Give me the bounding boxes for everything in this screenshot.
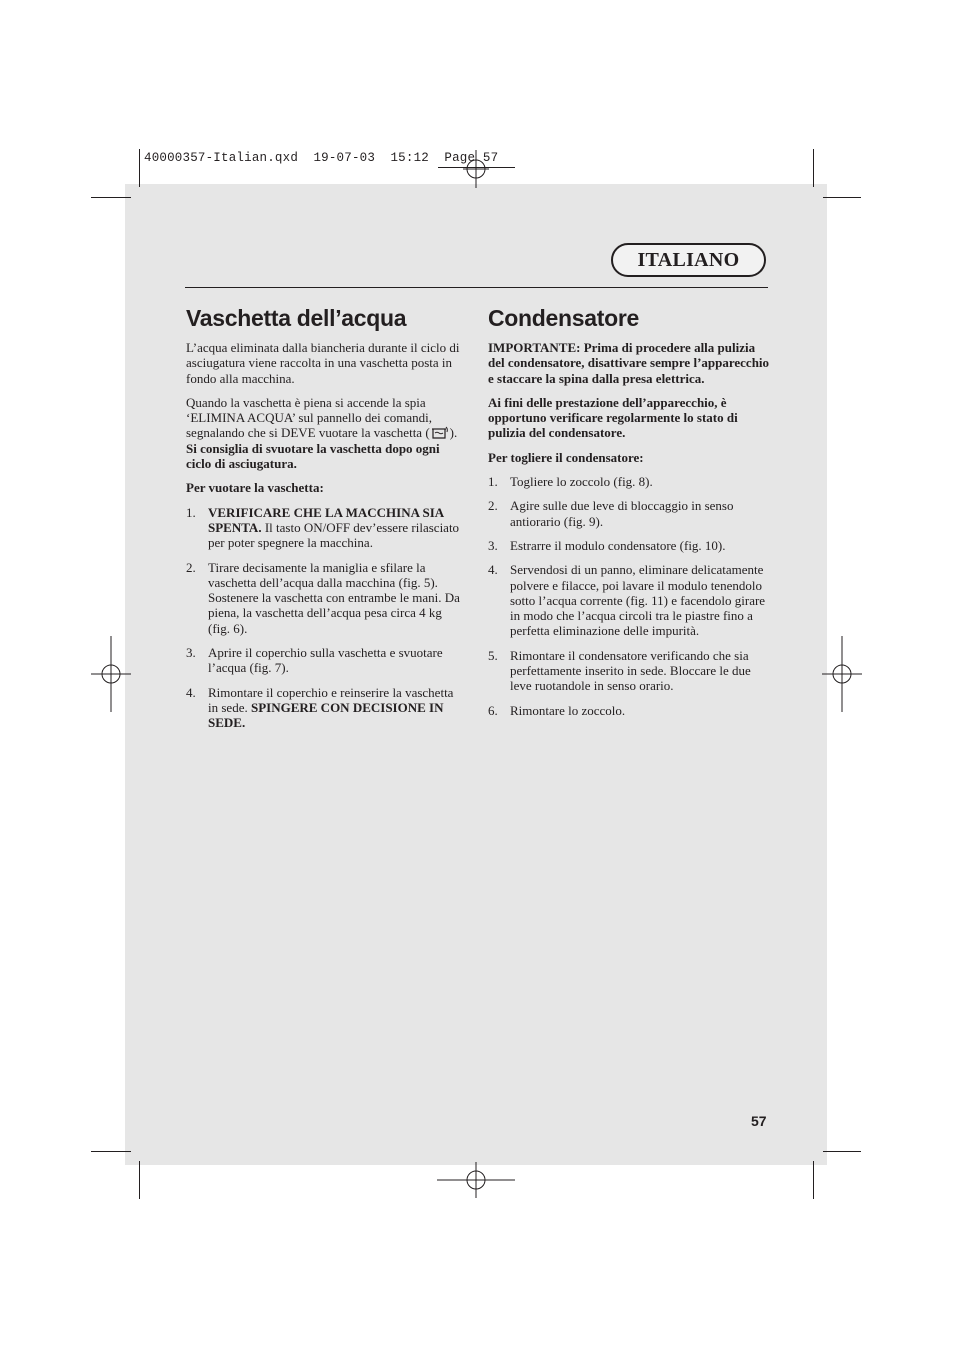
water-tank-section xyxy=(186,304,466,740)
list-item: 4. Rimontare il coperchio e reinserire la vaschetta in sede. SPINGERE CON DECISIONE IN SEDE. xyxy=(186,684,454,731)
header-rule xyxy=(185,287,768,288)
intro-paragraph: L’acqua eliminata dalla biancheria durante il ciclo di asciugatura viene raccolta in una vaschetta posta in fondo alla macchina. xyxy=(186,340,460,386)
registration-mark-icon xyxy=(822,636,862,712)
water-tank-icon xyxy=(430,426,450,440)
condenser-steps xyxy=(488,474,773,718)
language-badge: ITALIANO xyxy=(611,243,766,277)
steps-subheading: Per vuotare la vaschetta: xyxy=(186,480,324,496)
steps-subheading: Per togliere il condensatore: xyxy=(488,449,644,465)
warning-light-paragraph: Quando la vaschetta è piena si accende la spia ‘ELIMINA ACQUA’ sul pannello dei comandi, segnalando che si DEVE vuotare la vaschetta ( ). Si consiglia di svuotare la vaschetta dopo ogni ciclo di asciugatura. xyxy=(186,394,458,472)
slug-date: 19-07-03 xyxy=(313,151,376,165)
important-notice: IMPORTANTE: Prima di procedere alla pulizia del condensatore, disattivare sempre l’apparecchio e staccare la spina dalla presa elettrica. xyxy=(488,340,770,386)
registration-mark-icon xyxy=(438,148,516,188)
water-tank-steps xyxy=(186,505,466,731)
list-item: 3. Aprire il coperchio sulla vaschetta e svuotare l’acqua (fig. 7). xyxy=(186,645,443,676)
registration-mark-icon xyxy=(437,1162,515,1200)
empty-advice: Si consiglia di svuotare la vaschetta dopo ogni ciclo di asciugatura. xyxy=(186,440,440,472)
list-item: 5. Rimontare il condensatore verificando che sia perfettamente inserito in sede. Bloccare le due leve ruotandole in senso orario. xyxy=(488,647,751,694)
list-item: 1. Togliere lo zoccolo (fig. 8). xyxy=(488,474,653,490)
list-item: 6. Rimontare lo zoccolo. xyxy=(488,702,626,718)
condenser-section xyxy=(488,304,773,727)
slug-time: 15:12 xyxy=(390,151,429,165)
crop-mark-top-left-v xyxy=(139,149,140,187)
crop-mark-bottom-right-h xyxy=(823,1151,861,1152)
section-title-condenser: Condensatore xyxy=(488,305,640,331)
slug-file: 40000357-Italian.qxd xyxy=(144,151,299,165)
section-title-water-tank: Vaschetta dell’acqua xyxy=(186,305,407,331)
crop-mark-bottom-right-v xyxy=(813,1161,814,1199)
list-item: 4. Servendosi di un panno, eliminare delicatamente polvere e filacce, poi lavare il modulo tenendolo sotto l’acqua corrente (fig. 11) e facendolo girare in modo che l’acqua circoli tra le piastre fino a perfetta eliminazione delle impurità. xyxy=(488,562,766,639)
list-item: 3. Estrarre il modulo condensatore (fig. 10). xyxy=(488,537,726,553)
crop-mark-bottom-left-v xyxy=(139,1161,140,1199)
crop-mark-top-right-v xyxy=(813,149,814,187)
registration-mark-icon xyxy=(91,636,131,712)
slug-page: Page 57 xyxy=(444,151,499,165)
list-item: 1. VERIFICARE CHE LA MACCHINA SIA SPENTA. Il tasto ON/OFF dev’essere rilasciato per poter spegnere la macchina. xyxy=(186,504,460,551)
crop-mark-top-left-h xyxy=(91,197,131,198)
crop-mark-bottom-left-h xyxy=(91,1151,131,1152)
list-item: 2. Agire sulle due leve di bloccaggio in senso antiorario (fig. 9). xyxy=(488,498,734,529)
performance-notice: Ai fini delle prestazione dell’apparecchio, è opportuno verificare regolarmente lo stato di pulizia del condensatore. xyxy=(488,394,738,441)
crop-mark-top-right-h xyxy=(823,197,861,198)
list-item: 2. Tirare decisamente la maniglia e sfilare la vaschetta dell’acqua dalla macchina (fig. 5). Sostenere la vaschetta con entrambe le mani. Da piena, la vaschetta dell’acqua pesa circa 4 kg (fig. 6). xyxy=(186,559,460,636)
page-number: 57 xyxy=(751,1113,767,1129)
